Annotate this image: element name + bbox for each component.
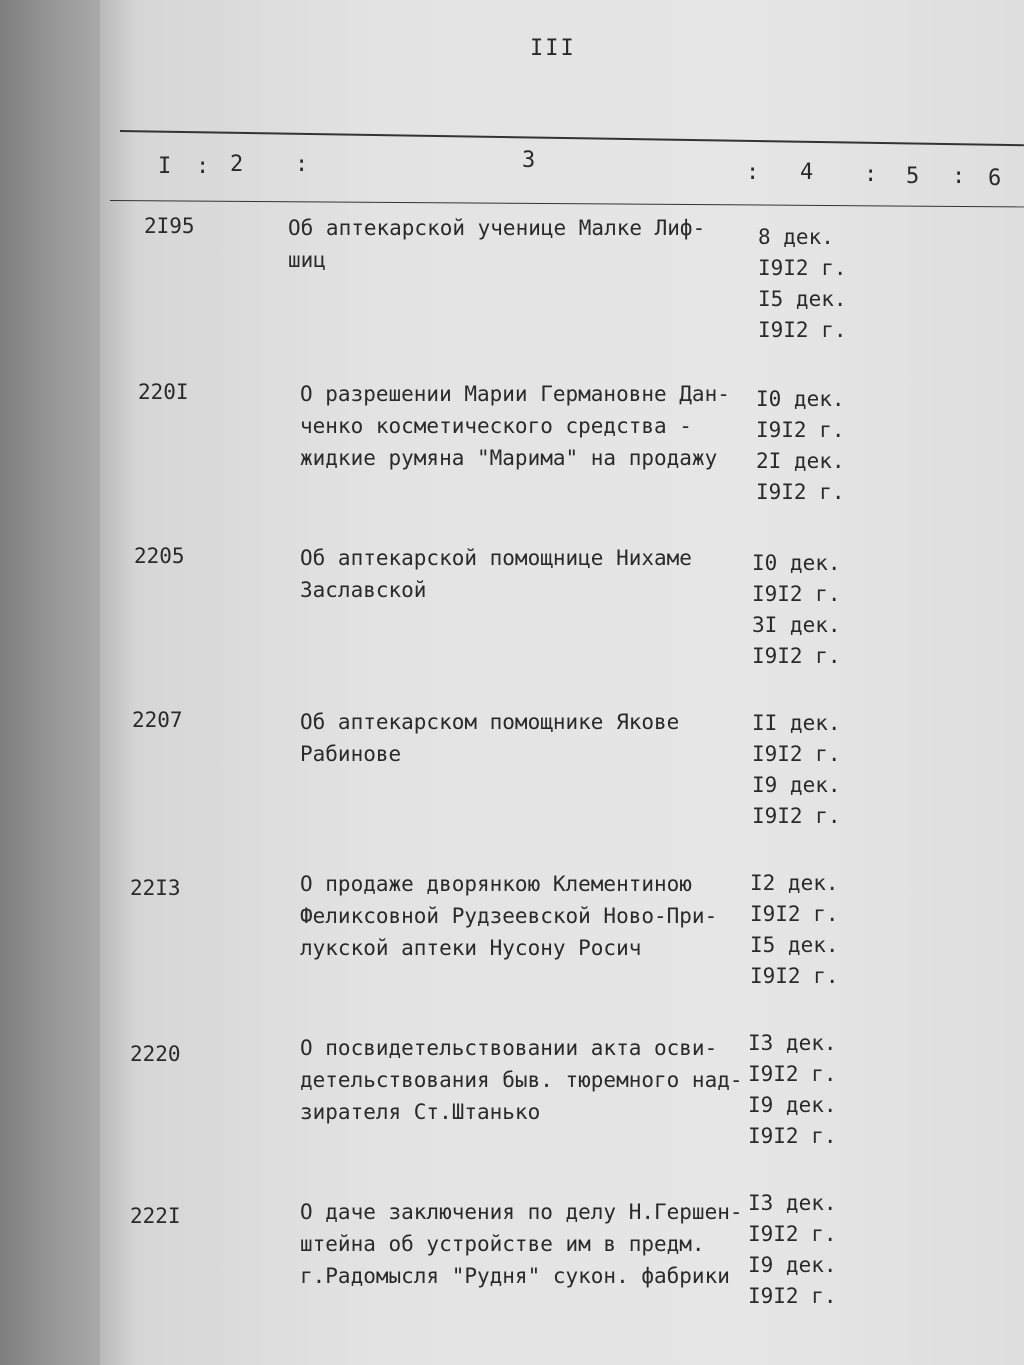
entry-dates bbox=[752, 548, 841, 672]
description-line: Об аптекарской помощнице Нихаме bbox=[300, 546, 692, 570]
entry-dates bbox=[756, 384, 845, 508]
file-number: 22I3 bbox=[130, 876, 181, 900]
start-date: I3 дек. bbox=[748, 1031, 837, 1055]
start-year: I9I2 г. bbox=[750, 902, 839, 926]
description-line: ченко косметического средства - bbox=[300, 414, 692, 438]
description-line: О продаже дворянкою Клементиною bbox=[300, 872, 692, 896]
entry-description bbox=[300, 1032, 760, 1128]
entry-description bbox=[300, 1196, 760, 1292]
end-date: I9 дек. bbox=[748, 1253, 837, 1277]
description-line: жидкие румяна "Марима" на продажу bbox=[300, 446, 718, 470]
end-year: I9I2 г. bbox=[748, 1284, 837, 1308]
description-line: Заславской bbox=[300, 578, 427, 602]
description-line: О посвидетельствовании акта осви- bbox=[300, 1036, 718, 1060]
entry-dates bbox=[758, 222, 847, 346]
start-year: I9I2 г. bbox=[748, 1062, 837, 1086]
start-date: II дек. bbox=[752, 711, 841, 735]
entry-description bbox=[300, 706, 760, 770]
column-header-sep: : bbox=[746, 160, 760, 185]
entry-description bbox=[300, 542, 760, 606]
column-header-sep: : bbox=[196, 154, 210, 179]
page-number: III bbox=[530, 36, 576, 61]
file-number: 2I95 bbox=[144, 214, 195, 238]
end-year: I9I2 г. bbox=[752, 804, 841, 828]
file-number: 2207 bbox=[132, 708, 183, 732]
column-header-5: 5 bbox=[906, 164, 920, 189]
start-date: I3 дек. bbox=[748, 1191, 837, 1215]
end-year: I9I2 г. bbox=[758, 318, 847, 342]
end-date: I9 дек. bbox=[752, 773, 841, 797]
end-year: I9I2 г. bbox=[752, 644, 841, 668]
description-line: Об аптекарском помощнике Якове bbox=[300, 710, 680, 734]
start-year: I9I2 г. bbox=[748, 1222, 837, 1246]
end-year: I9I2 г. bbox=[748, 1124, 837, 1148]
start-year: I9I2 г. bbox=[758, 256, 847, 280]
file-number: 2205 bbox=[134, 544, 185, 568]
column-header-3: 3 bbox=[522, 148, 536, 173]
description-line: зирателя Ст.Штанько bbox=[300, 1100, 541, 1124]
start-date: 8 дек. bbox=[758, 225, 834, 249]
entry-description bbox=[288, 212, 748, 276]
end-date: I9 дек. bbox=[748, 1093, 837, 1117]
end-date: 2I дек. bbox=[756, 449, 845, 473]
entry-dates bbox=[752, 708, 841, 832]
column-header-row bbox=[140, 148, 1024, 191]
description-line: детельствования быв. тюремного над- bbox=[300, 1068, 743, 1092]
description-line: лукской аптеки Нусону Росич bbox=[300, 936, 642, 960]
end-date: I5 дек. bbox=[750, 933, 839, 957]
end-year: I9I2 г. bbox=[756, 480, 845, 504]
entry-dates bbox=[750, 868, 839, 992]
start-year: I9I2 г. bbox=[752, 582, 841, 606]
book-spine-edge bbox=[0, 0, 100, 1365]
column-header-sep: : bbox=[952, 164, 966, 189]
start-date: I2 дек. bbox=[750, 871, 839, 895]
description-line: О разрешении Марии Германовне Дан- bbox=[300, 382, 730, 406]
start-year: I9I2 г. bbox=[752, 742, 841, 766]
entry-description bbox=[300, 378, 760, 474]
end-date: I5 дек. bbox=[758, 287, 847, 311]
start-date: I0 дек. bbox=[752, 551, 841, 575]
column-header-sep: : bbox=[295, 152, 309, 177]
description-line: г.Радомысля "Рудня" сукон. фабрики bbox=[300, 1264, 730, 1288]
start-year: I9I2 г. bbox=[756, 418, 845, 442]
entry-description bbox=[300, 868, 760, 964]
column-header-2: 2 bbox=[230, 152, 244, 177]
description-line: Рабинове bbox=[300, 742, 402, 766]
entry-dates bbox=[748, 1028, 837, 1152]
file-number: 222I bbox=[130, 1204, 181, 1228]
entry-dates bbox=[748, 1188, 837, 1312]
description-line: Феликсовной Рудзеевской Ново-При- bbox=[300, 904, 718, 928]
column-header-6: 6 bbox=[988, 166, 1002, 191]
end-year: I9I2 г. bbox=[750, 964, 839, 988]
description-line: шиц bbox=[288, 248, 326, 272]
description-line: О даче заключения по делу Н.Гершен- bbox=[300, 1200, 743, 1224]
end-date: 3I дек. bbox=[752, 613, 841, 637]
column-header-sep: : bbox=[864, 162, 878, 187]
start-date: I0 дек. bbox=[756, 387, 845, 411]
column-header-1: I bbox=[158, 154, 172, 179]
column-header-4: 4 bbox=[800, 160, 814, 185]
description-line: штейна об устройстве им в предм. bbox=[300, 1232, 705, 1256]
description-line: Об аптекарской ученице Малке Лиф- bbox=[288, 216, 706, 240]
file-number: 220I bbox=[138, 380, 189, 404]
file-number: 2220 bbox=[130, 1042, 181, 1066]
